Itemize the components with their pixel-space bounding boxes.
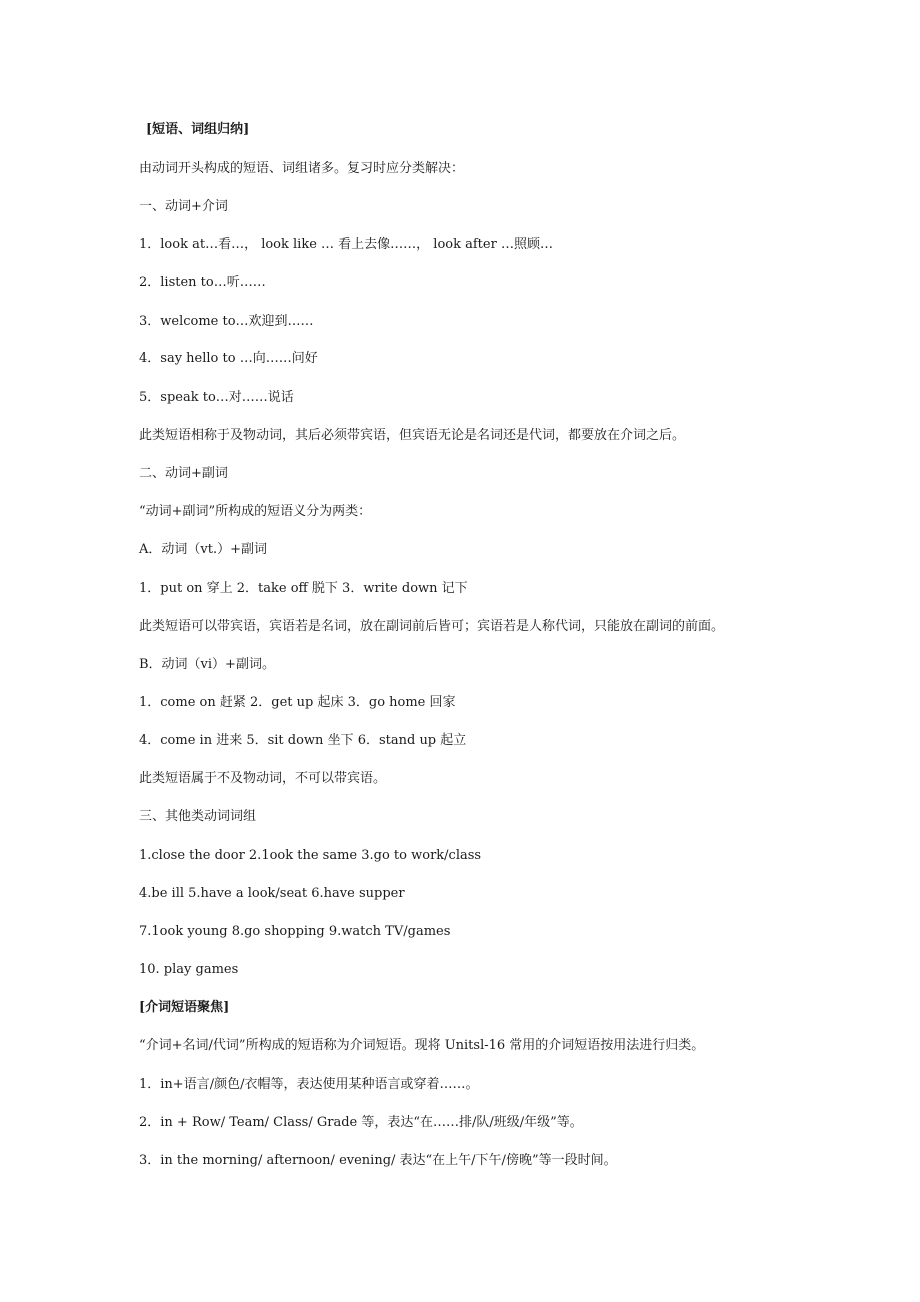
part2-subB-items-2: 4．come in 进来 5．sit down 坐下 6．stand up 起立 (139, 733, 467, 748)
part2-subB-title: B．动词（vi）+副词。 (139, 657, 275, 672)
part1-item-4: 4．say hello to …向……问好 (139, 351, 318, 366)
part3-item-4: 10. play games (139, 962, 239, 977)
part3-item-1: 1.close the door 2.1ook the same 3.go to work/class (139, 848, 482, 863)
part2-subA-items: 1．put on 穿上 2．take off 脱下 3．write down 记下 (139, 581, 468, 596)
part3-item-3: 7.1ook young 8.go shopping 9.watch TV/games (139, 924, 451, 939)
part2-subA-note: 此类短语可以带宾语，宾语若是名词，放在副词前后皆可；宾语若是人称代词，只能放在副词的前面。 (139, 619, 725, 634)
part3-item-2: 4.be ill 5.have a look/seat 6.have supper (139, 886, 405, 901)
part1-item-3: 3．welcome to…欢迎到…… (139, 314, 314, 329)
intro-paragraph: 由动词开头构成的短语、词组诸多。复习时应分类解决： (139, 161, 465, 176)
part2-subB-note: 此类短语属于不及物动词，不可以带宾语。 (139, 771, 387, 786)
part2-subA-title: A．动词（vt.）+副词 (139, 542, 267, 557)
part1-note: 此类短语相称于及物动词，其后必须带宾语，但宾语无论是名词还是代词，都要放在介词之后。 (139, 428, 686, 443)
section2-item-3: 3．in the morning/ afternoon/ evening/ 表达“在上午/下午/傍晚”等一段时间。 (139, 1153, 617, 1168)
part1-item-5: 5．speak to…对……说话 (139, 390, 294, 405)
part2-subB-items-1: 1．come on 赶紧 2．get up 起床 3．go home 回家 (139, 695, 456, 710)
section2-item-1: 1．in+语言/颜色/衣帽等，表达使用某种语言或穿着……。 (139, 1077, 479, 1092)
part1-item-1: 1．look at…看…， look like … 看上去像……， look after …照顾… (139, 237, 553, 252)
part2-title: 二、动词+副词 (139, 466, 228, 481)
section-heading-prepositional: [介词短语聚焦] (139, 1000, 230, 1015)
part1-title: 一、动词+介词 (139, 199, 228, 214)
part1-item-2: 2．listen to…听…… (139, 275, 266, 290)
part3-title: 三、其他类动词词组 (139, 809, 257, 824)
part2-intro: “动词+副词”所构成的短语义分为两类： (139, 504, 372, 519)
section-heading-phrases: [短语、词组归纳] (146, 122, 250, 137)
section2-intro: “介词+名词/代词”所构成的短语称为介词短语。现将 Unitsl-16 常用的介词短语按用法进行归类。 (139, 1038, 705, 1053)
section2-item-2: 2．in + Row/ Team/ Class/ Grade 等，表达“在……排/队/班级/年级”等。 (139, 1115, 583, 1130)
